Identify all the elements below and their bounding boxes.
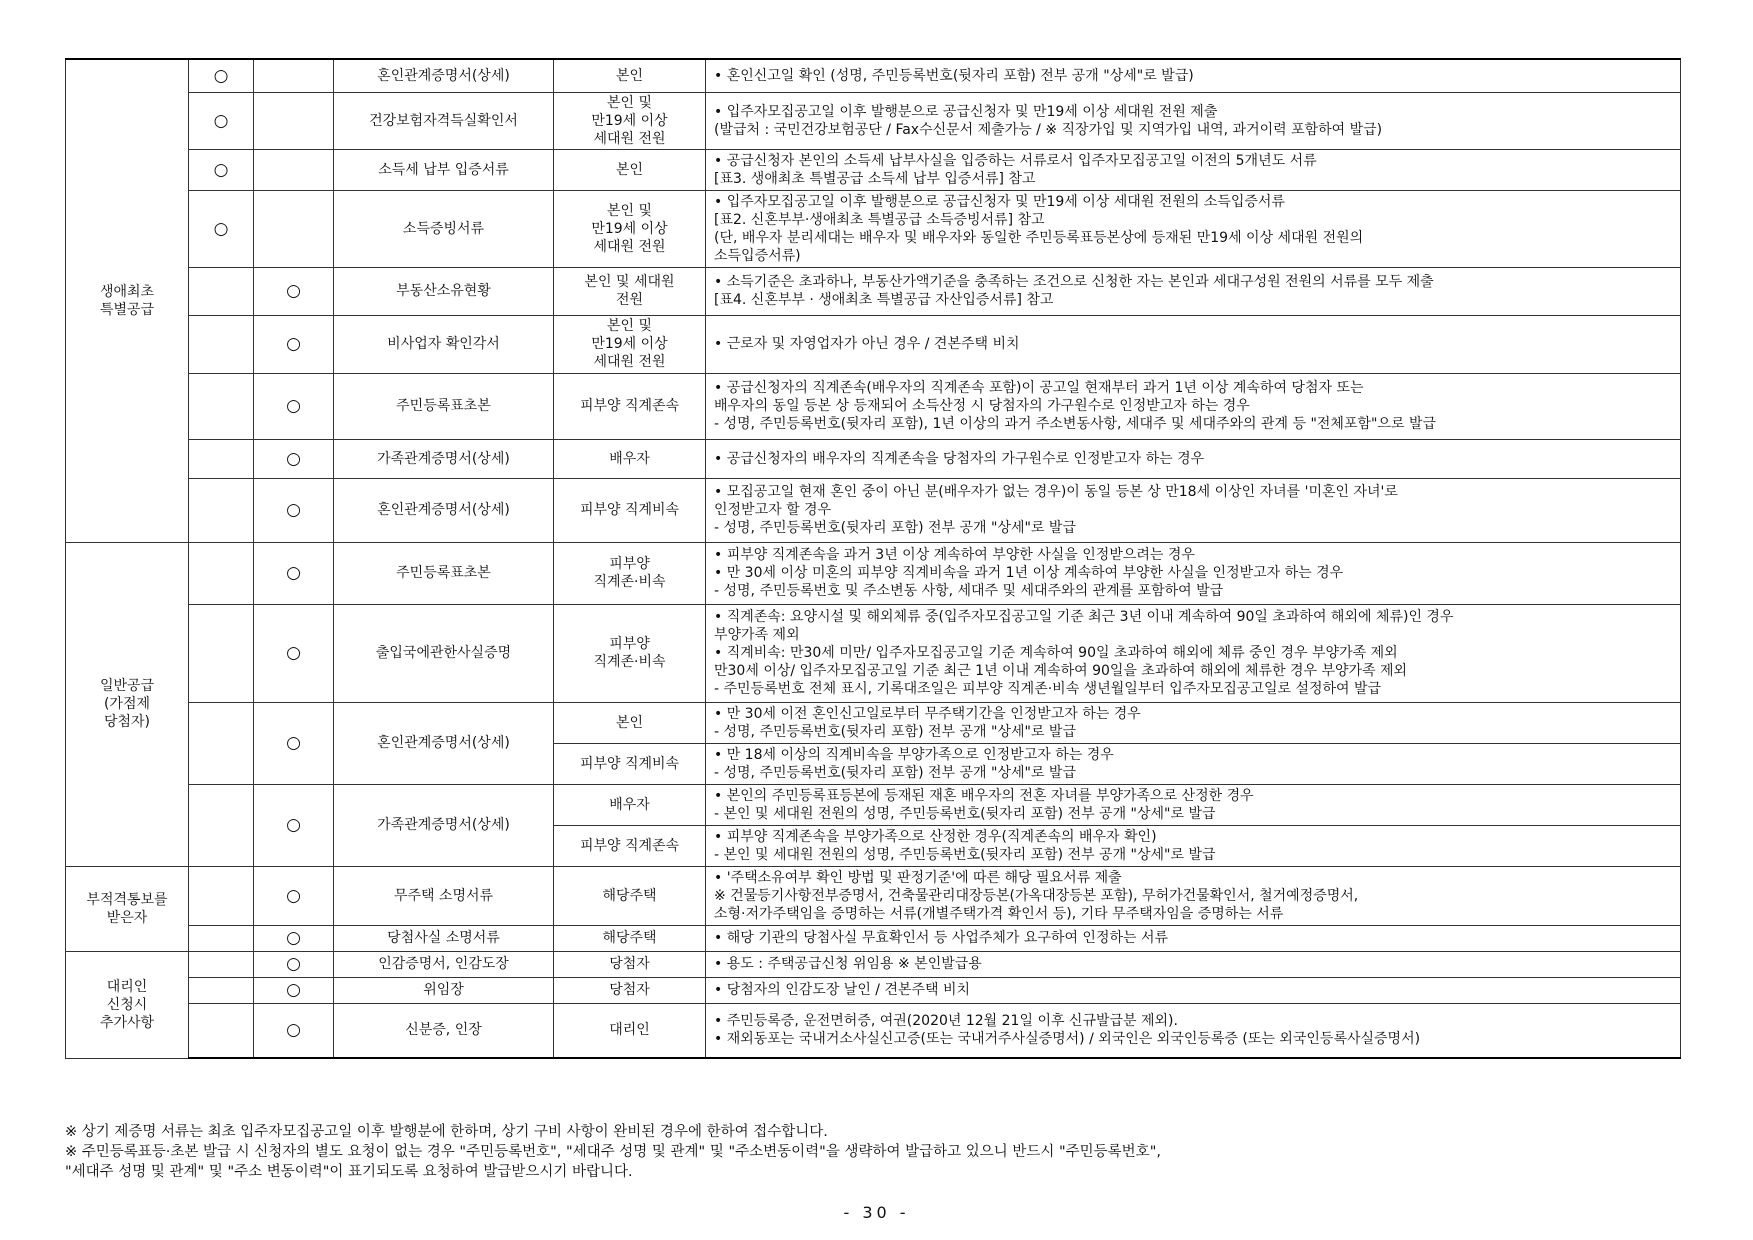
required-mark [189, 439, 254, 478]
description-cell: • 소득기준은 초과하나, 부동산가액기준을 충족하는 조건으로 신청한 자는 본인과 세대구성원 전원의 서류를 모두 제출 [표4. 신혼부부 · 생애최초 특별공급 자산입증서류] 참고 [706, 267, 1681, 315]
conditional-mark: ○ [254, 784, 334, 866]
description-cell: • 입주자모집공고일 이후 발행분으로 공급신청자 및 만19세 이상 세대원 전원의 소득입증서류 [표2. 신혼부부·생애최초 특별공급 소득증빙서류] 참고 (단, 배우자 분리세대는 배우자 및 배우자와 동일한 주민등록표등본상에 등재된 만19세 이상 세대원 전원의 소득입증서류) [706, 190, 1681, 267]
document-name: 비사업자 확인각서 [334, 315, 554, 373]
table-row [66, 1003, 1681, 1058]
target-cell: 본인 [554, 149, 706, 190]
table-row [66, 59, 1681, 92]
conditional-mark: ○ [254, 1003, 334, 1058]
table-row [66, 439, 1681, 478]
required-mark [189, 1003, 254, 1058]
target-cell: 본인 및 만19세 이상 세대원 전원 [554, 190, 706, 267]
description-cell: • 입주자모집공고일 이후 발행분으로 공급신청자 및 만19세 이상 세대원 전원 제출 (발급처 : 국민건강보험공단 / Fax수신문서 제출가능 / ※ 직장가입 및 지역가입 내역, 과거이력 포함하여 발급) [706, 92, 1681, 149]
conditional-mark: ○ [254, 977, 334, 1003]
document-name: 혼인관계증명서(상세) [334, 478, 554, 542]
description-cell: • 주민등록증, 운전면허증, 여권(2020년 12월 21일 이후 신규발급분 제외). • 재외동포는 국내거소사실신고증(또는 국내거주사실증명서) / 외국인은 외국인등록증 (또는 외국인등록사실증명서) [706, 1003, 1681, 1058]
document-name: 혼인관계증명서(상세) [334, 702, 554, 784]
target-cell: 피부양 직계존·비속 [554, 542, 706, 604]
target-cell: 해당주택 [554, 866, 706, 925]
conditional-mark [254, 59, 334, 92]
footnote: ※ 상기 제증명 서류는 최초 입주자모집공고일 이후 발행분에 한하며, 상기 구비 사항이 완비된 경우에 한하여 접수합니다. [65, 1124, 828, 1140]
target-cell: 본인 [554, 702, 706, 743]
required-mark [189, 267, 254, 315]
document-name: 무주택 소명서류 [334, 866, 554, 925]
description-cell: • 혼인신고일 확인 (성명, 주민등록번호(뒷자리 포함) 전부 공개 "상세"로 발급) [706, 59, 1681, 92]
description-cell: • 본인의 주민등록표등본에 등재된 재혼 배우자의 전혼 자녀를 부양가족으로 산정한 경우 - 본인 및 세대원 전원의 성명, 주민등록번호(뒷자리 포함) 전부 공개 "상세"로 발급 [706, 784, 1681, 825]
document-name: 가족관계증명서(상세) [334, 784, 554, 866]
document-name: 소득세 납부 입증서류 [334, 149, 554, 190]
conditional-mark: ○ [254, 951, 334, 977]
description-cell: • 용도 : 주택공급신청 위임용 ※ 본인발급용 [706, 951, 1681, 977]
document-name: 위임장 [334, 977, 554, 1003]
document-name: 인감증명서, 인감도장 [334, 951, 554, 977]
conditional-mark: ○ [254, 373, 334, 439]
conditional-mark: ○ [254, 439, 334, 478]
conditional-mark: ○ [254, 315, 334, 373]
table-row [66, 315, 1681, 373]
target-cell: 당첨자 [554, 977, 706, 1003]
document-name: 당첨사실 소명서류 [334, 925, 554, 951]
table-row [66, 542, 1681, 604]
target-cell: 피부양 직계비속 [554, 478, 706, 542]
conditional-mark [254, 149, 334, 190]
document-name: 건강보험자격득실확인서 [334, 92, 554, 149]
category-cell: 생애최초 특별공급 [66, 59, 189, 542]
target-cell: 당첨자 [554, 951, 706, 977]
category-cell: 일반공급 (가점제 당첨자) [66, 542, 189, 866]
description-cell: • '주택소유여부 확인 방법 및 판정기준'에 따른 해당 필요서류 제출 ※ 건물등기사항전부증명서, 건축물관리대장등본(가옥대장등본 포함), 무허가건물확인서, 철거예정증명서, 소형·저가주택임을 증명하는 서류(개별주택가격 확인서 등), 기타 무주택자임을 증명하는 서류 [706, 866, 1681, 925]
table-row [66, 925, 1681, 951]
conditional-mark [254, 190, 334, 267]
target-cell: 배우자 [554, 439, 706, 478]
description-cell: • 공급신청자의 배우자의 직계존속을 당첨자의 가구원수로 인정받고자 하는 경우 [706, 439, 1681, 478]
conditional-mark: ○ [254, 866, 334, 925]
required-mark [189, 373, 254, 439]
document-name: 가족관계증명서(상세) [334, 439, 554, 478]
footnote: "세대주 성명 및 관계" 및 "주소 변동이력"이 표기되도록 요청하여 발급받으시기 바랍니다. [65, 1164, 633, 1180]
conditional-mark: ○ [254, 478, 334, 542]
required-mark [189, 702, 254, 784]
table-row [66, 267, 1681, 315]
conditional-mark: ○ [254, 925, 334, 951]
required-mark: ○ [189, 149, 254, 190]
target-cell: 본인 및 만19세 이상 세대원 전원 [554, 315, 706, 373]
description-cell: • 만 18세 이상의 직계비속을 부양가족으로 인정받고자 하는 경우 - 성명, 주민등록번호(뒷자리 포함) 전부 공개 "상세"로 발급 [706, 743, 1681, 784]
table-row [66, 784, 1681, 825]
description-cell: • 직계존속: 요양시설 및 해외체류 중(입주자모집공고일 기준 최근 3년 이내 계속하여 90일 초과하여 해외에 체류)인 경우 부양가족 제외 • 직계비속: 만30세 미만/ 입주자모집공고일 기준 계속하여 90일 초과하여 해외에 체류 중인 경우 부양가족 제외 만30세 이상/ 입주자모집공고일 기준 최근 1년 이내 계속하여 90일을 초과하여 해외에 체류한 경우 부양가족 제외 - 주민등록번호 전체 표시, 기록대조일은 피부양 직계존·비속 생년월일부터 입주자모집공고일로 설정하여 발급 [706, 604, 1681, 702]
required-mark [189, 951, 254, 977]
description-cell: • 근로자 및 자영업자가 아닌 경우 / 견본주택 비치 [706, 315, 1681, 373]
required-mark [189, 315, 254, 373]
required-mark [189, 784, 254, 866]
document-name: 소득증빙서류 [334, 190, 554, 267]
category-cell: 부적격통보를 받은자 [66, 866, 189, 951]
document-table-wrapper [65, 58, 1680, 1059]
document-name: 주민등록표초본 [334, 542, 554, 604]
conditional-mark: ○ [254, 267, 334, 315]
target-cell: 본인 [554, 59, 706, 92]
target-cell: 피부양 직계비속 [554, 743, 706, 784]
description-cell: • 피부양 직계존속을 부양가족으로 산정한 경우(직계존속의 배우자 확인) - 본인 및 세대원 전원의 성명, 주민등록번호(뒷자리 포함) 전부 공개 "상세"로 발급 [706, 825, 1681, 866]
document-name: 주민등록표초본 [334, 373, 554, 439]
required-mark [189, 977, 254, 1003]
target-cell: 본인 및 만19세 이상 세대원 전원 [554, 92, 706, 149]
required-mark [189, 542, 254, 604]
required-mark: ○ [189, 59, 254, 92]
table-row [66, 951, 1681, 977]
target-cell: 대리인 [554, 1003, 706, 1058]
table-row [66, 866, 1681, 925]
table-row [66, 478, 1681, 542]
conditional-mark: ○ [254, 702, 334, 784]
target-cell: 피부양 직계존속 [554, 825, 706, 866]
required-mark: ○ [189, 190, 254, 267]
table-row [66, 977, 1681, 1003]
required-mark: ○ [189, 92, 254, 149]
description-cell: • 당첨자의 인감도장 날인 / 견본주택 비치 [706, 977, 1681, 1003]
table-row [66, 702, 1681, 743]
document-name: 출입국에관한사실증명 [334, 604, 554, 702]
conditional-mark: ○ [254, 542, 334, 604]
table-row [66, 373, 1681, 439]
required-documents-table [65, 58, 1681, 1059]
target-cell: 피부양 직계존속 [554, 373, 706, 439]
description-cell: • 피부양 직계존속을 과거 3년 이상 계속하여 부양한 사실을 인정받으려는 경우 • 만 30세 이상 미혼의 피부양 직계비속을 과거 1년 이상 계속하여 부양한 사실을 인정받고자 하는 경우 - 성명, 주민등록번호 및 주소변동 사항, 세대주 및 세대주와의 관계를 포함하여 발급 [706, 542, 1681, 604]
target-cell: 해당주택 [554, 925, 706, 951]
required-mark [189, 925, 254, 951]
target-cell: 피부양 직계존·비속 [554, 604, 706, 702]
table-row [66, 149, 1681, 190]
description-cell: • 공급신청자의 직계존속(배우자의 직계존속 포함)이 공고일 현재부터 과거 1년 이상 계속하여 당첨자 또는 배우자의 동일 등본 상 등재되어 소득산정 시 당첨자의 가구원수로 인정받고자 하는 경우 - 성명, 주민등록번호(뒷자리 포함), 1년 이상의 과거 주소변동사항, 세대주 및 세대주와의 관계 등 "전체포함"으로 발급 [706, 373, 1681, 439]
conditional-mark: ○ [254, 604, 334, 702]
target-cell: 본인 및 세대원 전원 [554, 267, 706, 315]
footnote: ※ 주민등록표등·초본 발급 시 신청자의 별도 요청이 없는 경우 "주민등록번호", "세대주 성명 및 관계" 및 "주소변동이력"을 생략하여 발급하고 있으니 반드시 "주민등록번호", [65, 1144, 1161, 1160]
required-mark [189, 866, 254, 925]
description-cell: • 모집공고일 현재 혼인 중이 아닌 분(배우자가 없는 경우)이 동일 등본 상 만18세 이상인 자녀를 '미혼인 자녀'로 인정받고자 할 경우 - 성명, 주민등록번호(뒷자리 포함) 전부 공개 "상세"로 발급 [706, 478, 1681, 542]
page-number: - 30 - [843, 1203, 910, 1222]
conditional-mark [254, 92, 334, 149]
target-cell: 배우자 [554, 784, 706, 825]
required-mark [189, 478, 254, 542]
description-cell: • 만 30세 이전 혼인신고일로부터 무주택기간을 인정받고자 하는 경우 - 성명, 주민등록번호(뒷자리 포함) 전부 공개 "상세"로 발급 [706, 702, 1681, 743]
description-cell: • 해당 기관의 당첨사실 무효확인서 등 사업주체가 요구하여 인정하는 서류 [706, 925, 1681, 951]
document-name: 혼인관계증명서(상세) [334, 59, 554, 92]
table-row [66, 604, 1681, 702]
table-row [66, 190, 1681, 267]
document-name: 신분증, 인장 [334, 1003, 554, 1058]
table-row [66, 92, 1681, 149]
category-cell: 대리인 신청시 추가사항 [66, 951, 189, 1058]
document-name: 부동산소유현황 [334, 267, 554, 315]
description-cell: • 공급신청자 본인의 소득세 납부사실을 입증하는 서류로서 입주자모집공고일 이전의 5개년도 서류 [표3. 생애최초 특별공급 소득세 납부 입증서류] 참고 [706, 149, 1681, 190]
required-mark [189, 604, 254, 702]
